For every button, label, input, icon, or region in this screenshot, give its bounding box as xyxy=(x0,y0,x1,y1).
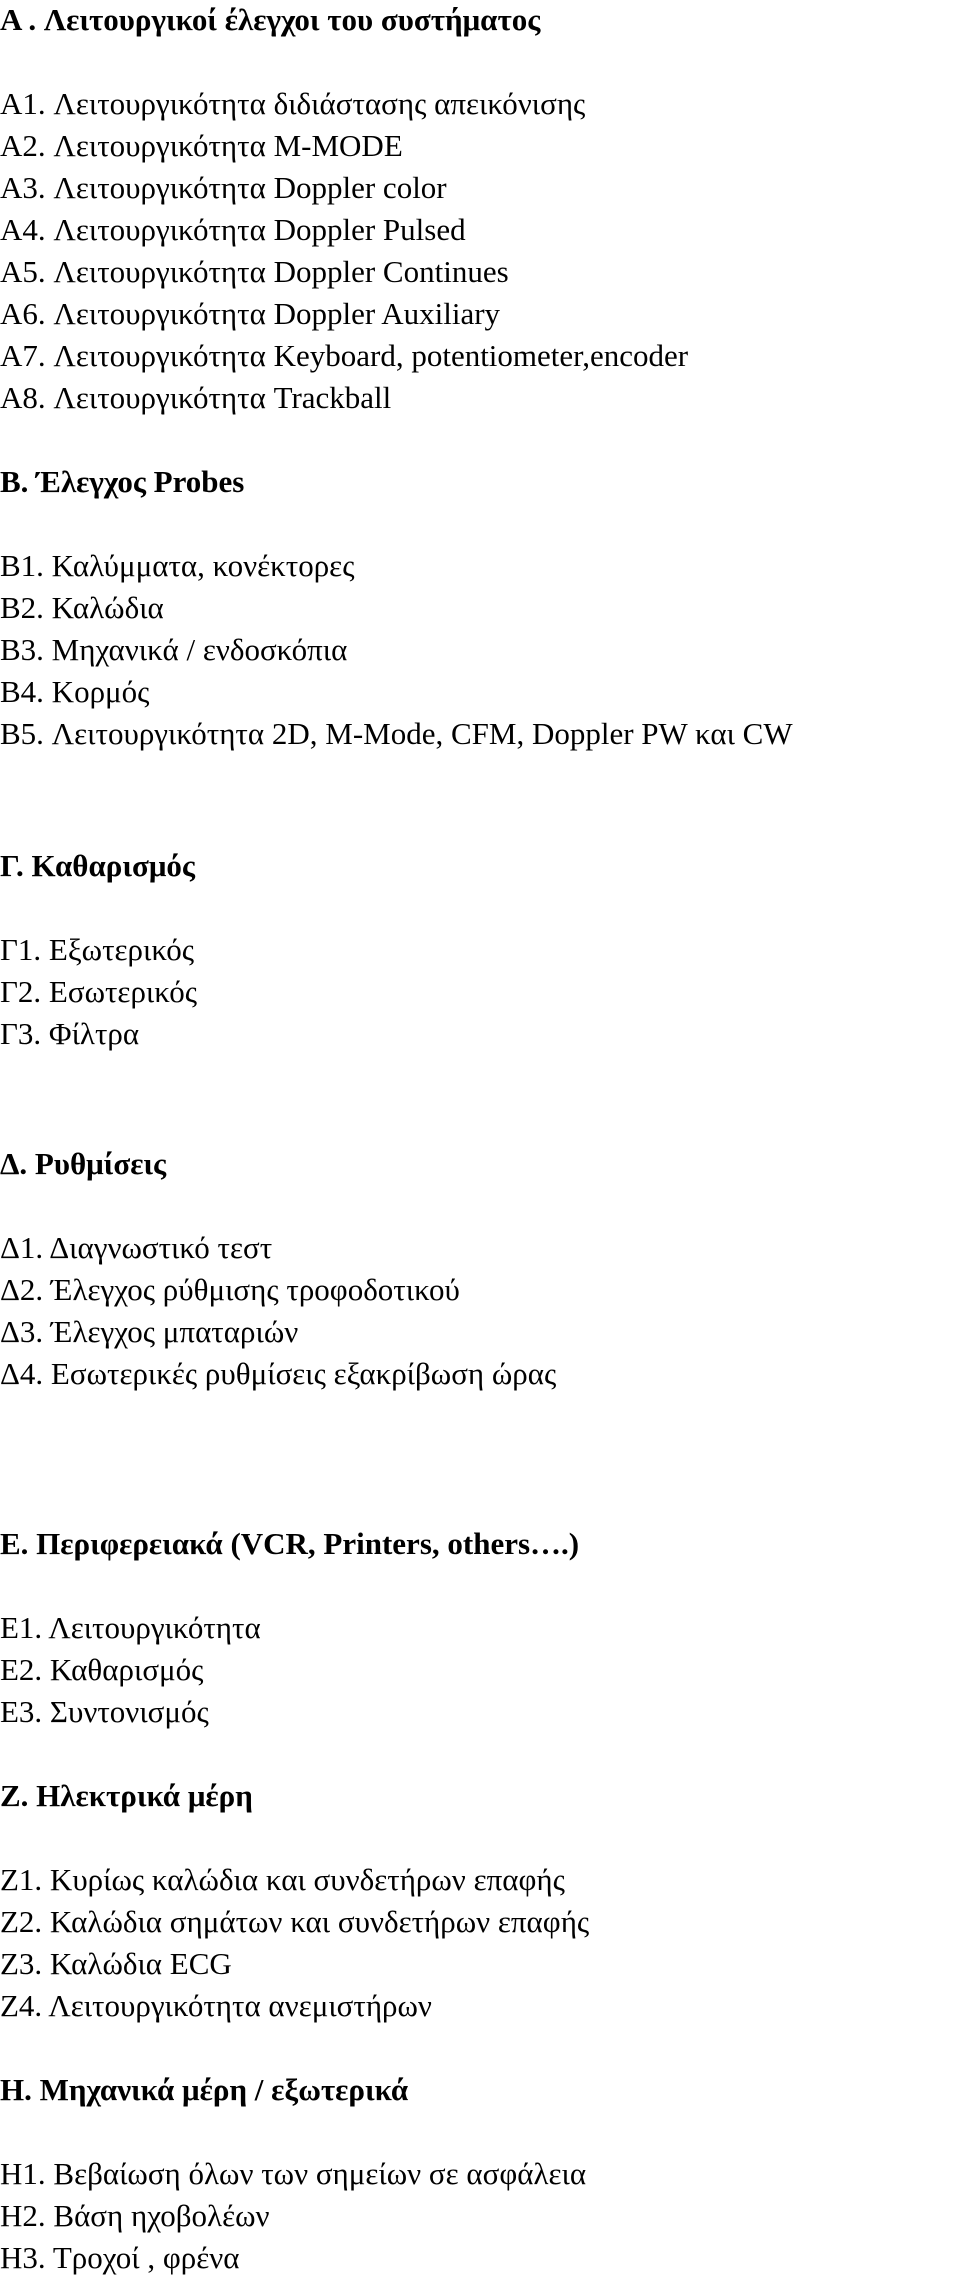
list-item: A2. Λειτουργικότητα M-MODE xyxy=(0,128,403,163)
list-item: Η3. Τροχοί , φρένα xyxy=(0,2240,240,2275)
list-item: Γ1. Εξωτερικός xyxy=(0,932,195,967)
list-item: A4. Λειτουργικότητα Doppler Pulsed xyxy=(0,212,466,247)
list-item: A7. Λειτουργικότητα Keyboard, potentiometer,encoder xyxy=(0,338,689,373)
list-item: Ε2. Καθαρισμός xyxy=(0,1652,204,1687)
list-item: Γ2. Εσωτερικός xyxy=(0,974,197,1009)
list-item: Ζ1. Κυρίως καλώδια και συνδετήρων επαφής xyxy=(0,1862,565,1897)
list-item: Η1. Βεβαίωση όλων των σημείων σε ασφάλεια xyxy=(0,2156,587,2191)
list-item: Δ1. Διαγνωστικό τεστ xyxy=(0,1230,273,1265)
list-item: Η2. Βάση ηχοβολέων xyxy=(0,2198,270,2233)
section-e-heading: Ε. Περιφερειακά (VCR, Printers, others….) xyxy=(0,1526,580,1561)
list-item: Δ4. Εσωτερικές ρυθμίσεις εξακρίβωση ώρας xyxy=(0,1356,557,1391)
list-item: B5. Λειτουργικότητα 2D, M-Mode, CFM, Doppler PW και CW xyxy=(0,716,793,751)
list-item: B1. Καλύμματα, κονέκτορες xyxy=(0,548,355,583)
section-d-heading: Δ. Ρυθμίσεις xyxy=(0,1146,167,1181)
list-item: Ζ4. Λειτουργικότητα ανεμιστήρων xyxy=(0,1988,432,2023)
list-item: A8. Λειτουργικότητα Trackball xyxy=(0,380,392,415)
list-item: Ζ3. Καλώδια ECG xyxy=(0,1946,232,1981)
section-h-heading: Η. Μηχανικά μέρη / εξωτερικά xyxy=(0,2072,409,2107)
list-item: A1. Λειτουργικότητα διδιάστασης απεικόνισης xyxy=(0,86,586,121)
list-item: Ε3. Συντονισμός xyxy=(0,1694,209,1729)
list-item: Ζ2. Καλώδια σημάτων και συνδετήρων επαφής xyxy=(0,1904,590,1939)
list-item: B4. Κορμός xyxy=(0,674,150,709)
section-a-heading: A . Λειτουργικοί έλεγχοι του συστήματος xyxy=(0,2,541,37)
list-item: Ε1. Λειτουργικότητα xyxy=(0,1610,261,1645)
section-c-heading: Γ. Καθαρισμός xyxy=(0,848,195,883)
list-item: A3. Λειτουργικότητα Doppler color xyxy=(0,170,447,205)
list-item: B2. Καλώδια xyxy=(0,590,164,625)
list-item: Δ3. Έλεγχος μπαταριών xyxy=(0,1314,299,1349)
list-item: Γ3. Φίλτρα xyxy=(0,1016,140,1051)
list-item: A5. Λειτουργικότητα Doppler Continues xyxy=(0,254,509,289)
list-item: Δ2. Έλεγχος ρύθμισης τροφοδοτικού xyxy=(0,1272,460,1307)
list-item: B3. Μηχανικά / ενδοσκόπια xyxy=(0,632,348,667)
list-item: A6. Λειτουργικότητα Doppler Auxiliary xyxy=(0,296,501,331)
section-b-heading: B. Έλεγχος Probes xyxy=(0,464,245,499)
section-z-heading: Ζ. Ηλεκτρικά μέρη xyxy=(0,1778,253,1813)
